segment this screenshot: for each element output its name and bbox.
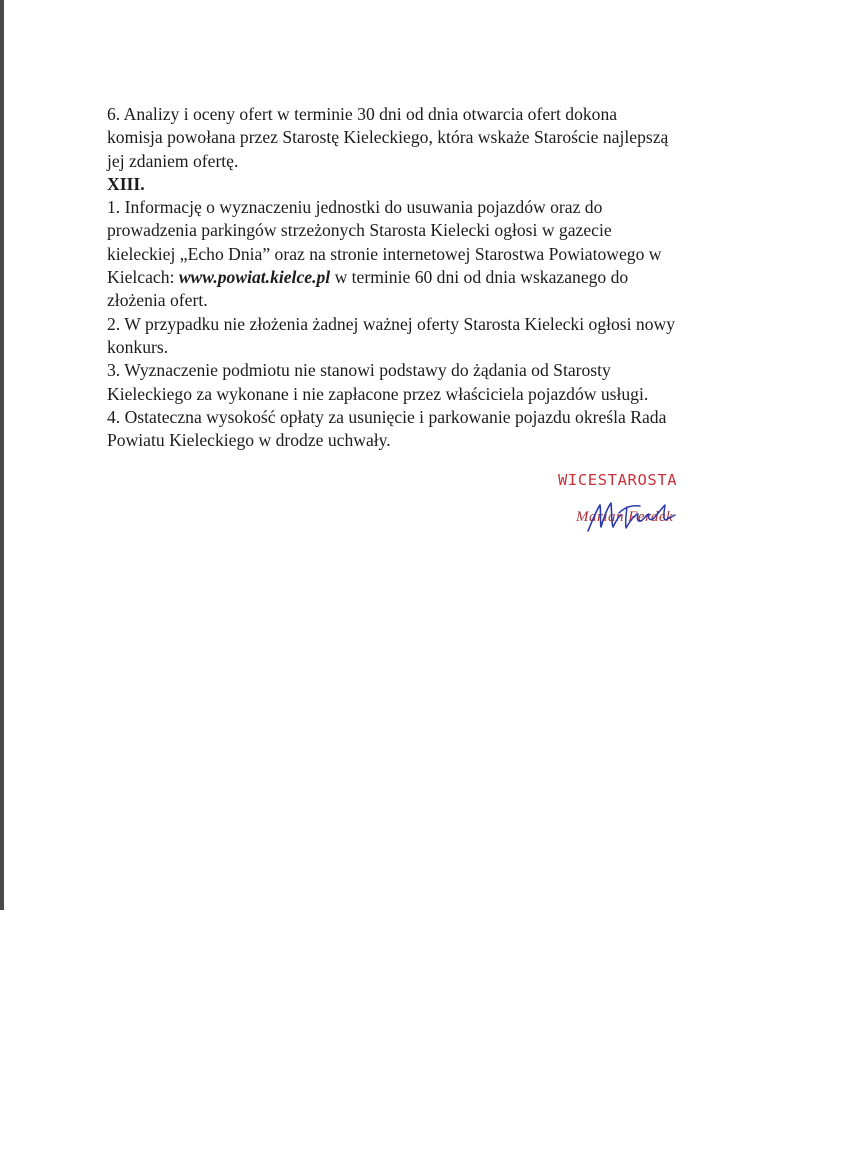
paragraph-6-line-2: komisja powołana przez Starostę Kieleckiego, która wskaże Staroście najlepszą (107, 127, 669, 148)
paragraph-1-city: Kielcach: (107, 267, 175, 288)
paragraph-3-line-2: Kieleckiego za wykonane i nie zapłacone przez właściciela pojazdów usługi. (107, 383, 649, 404)
paragraph-1-line-2: prowadzenia parkingów strzeżonych Starosta Kielecki ogłosi w gazecie (107, 220, 612, 241)
paragraph-6-line-3: jej zdaniem ofertę. (107, 150, 239, 171)
paragraph-1-line-3: kieleckiej „Echo Dnia” oraz na stronie internetowej Starostwa Powiatowego w (107, 243, 662, 264)
paragraph-1-deadline: w terminie 60 dni od dnia wskazanego do (334, 267, 629, 288)
stamp-name: Marian Ferdek (576, 509, 674, 525)
paragraph-2-line-1: 2. W przypadku nie złożenia żadnej ważnej oferty Starosta Kielecki ogłosi nowy (107, 313, 676, 334)
document-body (107, 103, 767, 452)
paragraph-6-line-1: 6. Analizy i oceny ofert w terminie 30 dni od dnia otwarcia ofert dokona (107, 104, 618, 124)
scan-edge-strip (0, 0, 4, 910)
paragraph-1-line-5: złożenia ofert. (107, 290, 208, 311)
section-heading-xiii: XIII. (107, 173, 145, 194)
handwritten-signature (585, 497, 685, 537)
paragraph-3-line-1: 3. Wyznaczenie podmiotu nie stanowi podstawy do żądania od Starosty (107, 360, 611, 381)
paragraph-4-line-2: Powiatu Kieleckiego w drodze uchwały. (107, 430, 391, 451)
paragraph-1-line-4 (107, 266, 767, 289)
website-link: www.powiat.kielce.pl (178, 267, 331, 288)
paragraph-4-line-1: 4. Ostateczna wysokość opłaty za usunięcie i parkowanie pojazdu określa Rada (107, 406, 667, 427)
paragraph-2-line-2: konkurs. (107, 336, 169, 357)
stamp-title: WICESTAROSTA (558, 471, 678, 489)
paragraph-1-line-1: 1. Informację o wyznaczeniu jednostki do usuwania pojazdów oraz do (107, 197, 603, 218)
